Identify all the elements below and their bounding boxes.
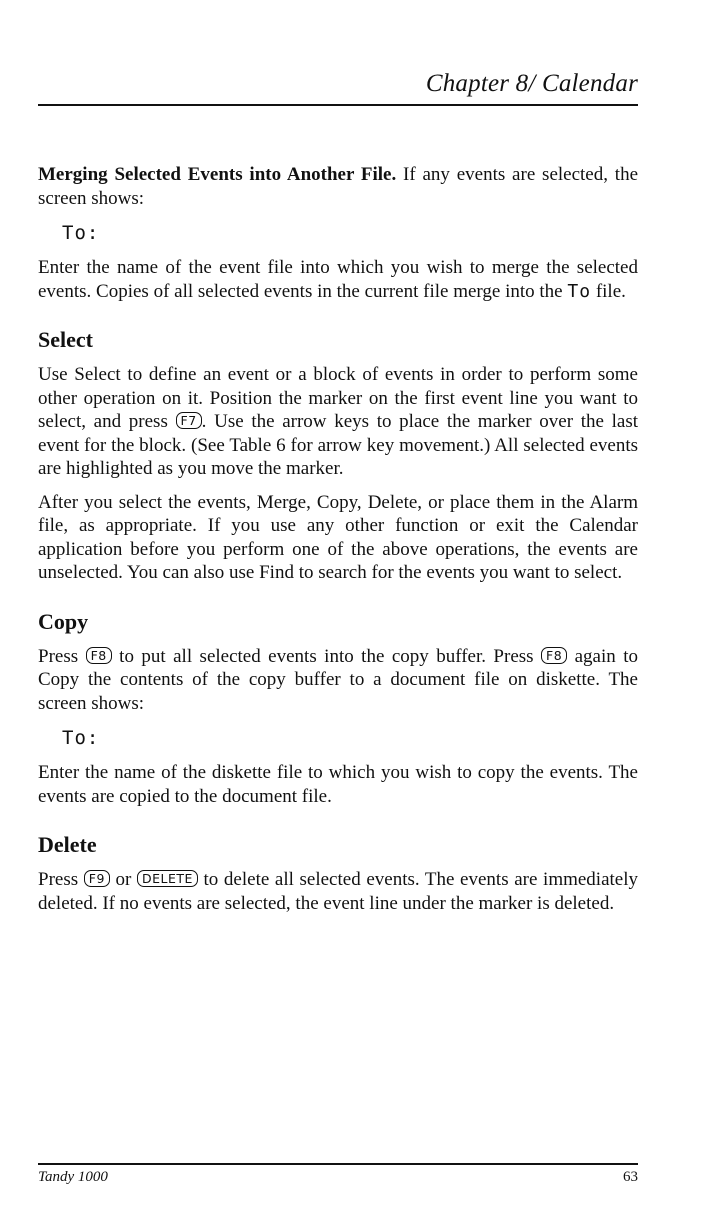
delete-p1-text-c: to delete all selected events. The events are immediately deleted. If no events are selected, the event line under the marker is deleted. xyxy=(38,869,639,914)
f9-key: F9 xyxy=(84,870,110,887)
delete-p1-text-b: or xyxy=(109,869,137,890)
copy-p1-text-a: Press xyxy=(38,645,86,667)
delete-key: DELETE xyxy=(137,870,198,887)
f7-key: F7 xyxy=(176,412,202,429)
header-rule xyxy=(38,104,638,106)
copy-heading: Copy xyxy=(38,608,89,634)
footer-rule xyxy=(38,1163,638,1165)
merge-lead: Merging Selected Events into Another File. xyxy=(38,164,397,185)
footer-title: Tandy 1000 xyxy=(38,1169,108,1185)
copy-p1-text-c: again to Copy the contents of the copy buffer to a document file on diskette. The screen shows: xyxy=(38,645,638,714)
select-paragraph-1 xyxy=(38,363,638,481)
merge-p2-text-b: file. xyxy=(591,280,626,302)
running-head: Chapter 8/ Calendar xyxy=(425,70,638,97)
f8-key: F8 xyxy=(541,647,567,664)
copy-prompt: To: xyxy=(62,727,100,749)
select-paragraph-2: After you select the events, Merge, Copy, Delete, or place them in the Alarm file, as appropriate. If you use any other function or exit the Calendar application before you perform one of the above operations, the events are unselected. You can also use Find to search for the events you want to select. xyxy=(38,491,638,583)
copy-paragraph-1 xyxy=(38,645,638,716)
copy-p1-text-b: to put all selected events into the copy buffer. Press xyxy=(111,645,541,667)
page-body xyxy=(38,163,638,915)
merge-paragraph-2 xyxy=(38,256,638,303)
delete-p1-text-a: Press xyxy=(38,869,84,890)
copy-paragraph-2: Enter the name of the diskette file to which you wish to copy the events. The events are copied to the document file. xyxy=(38,762,638,807)
select-p1-text-b: . Use the arrow keys to place the marker over the last event for the block. (See Table 6 for arrow key movement.) All selected events are highlighted as you move the marker. xyxy=(38,411,638,479)
f8-key: F8 xyxy=(86,647,112,664)
merge-paragraph xyxy=(38,163,638,210)
delete-paragraph xyxy=(38,868,638,915)
merge-prompt: To: xyxy=(62,222,100,244)
merge-text: If any events are selected, the screen shows: xyxy=(38,164,639,209)
merge-p2-text-a: Enter the name of the event file into which you wish to merge the selected events. Copies of all selected events in the current file merge into the xyxy=(38,257,638,302)
delete-heading: Delete xyxy=(38,832,97,857)
select-p1-text-a: Use Select to define an event or a block of events in order to perform some other operation on it. Position the marker on the first event line you want to select, and press xyxy=(38,364,638,432)
page-number: 63 xyxy=(623,1169,638,1185)
select-heading: Select xyxy=(38,327,93,352)
to-code: To xyxy=(567,280,592,302)
